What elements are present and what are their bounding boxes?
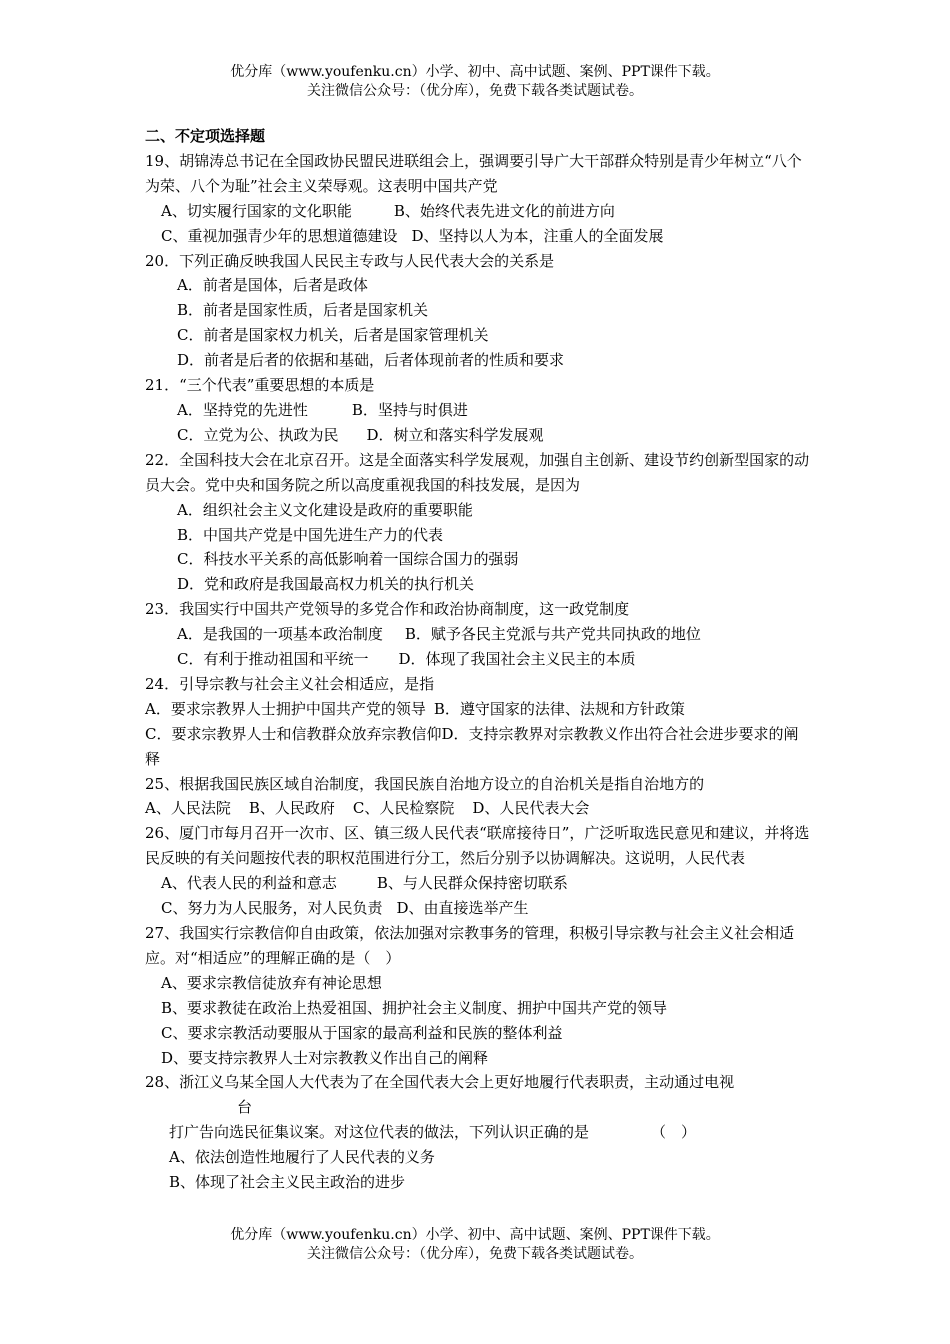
q21-stem: 21．“三个代表”重要思想的本质是 [145,376,375,395]
q20-option-c: C．前者是国家权力机关，后者是国家管理机关 [177,326,489,345]
q26-option-a: A、代表人民的利益和意志 [161,874,337,893]
q24-options-cd [145,722,810,772]
q20-option-b: B．前者是国家性质，后者是国家机关 [177,301,429,320]
q22-stem: 22．全国科技大会在北京召开。这是全面落实科学发展观，加强自主创新、建设节约创新型国家的动员大会。党中央和国务院之所以高度重视我国的科技发展，是因为 [145,450,810,494]
footer-line-1: 优分库（www.youfenku.cn）小学、初中、高中试题、案例、PPT课件下载。 [230,1227,720,1243]
q19-options-ab [145,199,810,224]
q21-option-c: C．立党为公、执政为民 [177,425,339,444]
q22-option-a: A．组织社会主义文化建设是政府的重要职能 [177,500,473,519]
q22-option-b: B．中国共产党是中国先进生产力的代表 [177,525,444,544]
q27-option-b: B、要求教徒在政治上热爱祖国、拥护社会主义制度、拥护中国共产党的领导 [161,998,668,1017]
q23-option-a: A．是我国的一项基本政治制度 [177,625,383,644]
q24-option-d: D．支持宗教界对宗教教义作出符合社会进步要求的阐释 [145,724,799,768]
q28-stem-text: 打广告向选民征集议案。对这位代表的做法，下列认识正确的是 [169,1123,590,1142]
footer-line-2: 关注微信公众号：（优分库），免费下载各类试题试卷。 [307,1246,643,1262]
q28-stem-line-3 [145,1120,810,1145]
q21-options-cd [145,423,810,448]
page-footer [0,1226,950,1264]
section-title: 二、不定项选择题 [145,127,266,145]
q26-options-ab [145,871,810,896]
header-line-2: 关注微信公众号：（优分库），免费下载各类试题试卷。 [307,83,643,99]
q20-option-a: A．前者是国体，后者是政体 [177,276,368,295]
q23-stem: 23．我国实行中国共产党领导的多党合作和政治协商制度，这一政党制度 [145,600,630,619]
q24-option-a: A．要求宗教界人士拥护中国共产党的领导 [145,699,426,718]
q27-option-c: C、要求宗教活动要服从于国家的最高利益和民族的整体利益 [161,1023,563,1042]
q19-stem: 19、胡锦涛总书记在全国政协民盟民进联组会上，强调要引导广大干部群众特别是青少年树立“八个为荣、八个为耻”社会主义荣辱观。这表明中国共产党 [145,151,802,195]
q22-option-c: C．科技水平关系的高低影响着一国综合国力的强弱 [177,550,519,569]
q24-option-b: B．遵守国家的法律、法规和方针政策 [433,699,685,718]
q21-option-a: A．坚持党的先进性 [177,400,308,419]
q26-stem: 26、厦门市每月召开一次市、区、镇三级人民代表“联席接待日”，广泛听取选民意见和建议，并将选民反映的有关问题按代表的职权范围进行分工，然后分别予以协调解决。这说明，人民代表 [145,824,810,868]
q26-options-cd [145,896,810,921]
q19-option-a: A、切实履行国家的文化职能 [161,201,352,220]
q25-options [145,796,810,821]
q24-options-ab [145,697,810,722]
q28-answer-blank: （ ） [651,1123,697,1142]
q23-options-ab [145,622,810,647]
q26-option-d: D、由直接选举产生 [396,899,529,918]
q25-option-d: D、人民代表大会 [472,799,590,818]
q27-stem: 27、我国实行宗教信仰自由政策，依法加强对宗教事务的管理，积极引导宗教与社会主义社会相适应。对“相适应”的理解正确的是（ ） [145,924,795,967]
q23-option-b: B．赋予各民主党派与共产党共同执政的地位 [404,625,701,644]
q23-options-cd [145,647,810,672]
q28-option-a: A、依法创造性地履行了人民代表的义务 [169,1148,435,1167]
q25-option-c: C、人民检察院 [352,799,455,818]
q23-option-d: D．体现了我国社会主义民主的本质 [398,650,636,669]
q21-option-d: D．树立和落实科学发展观 [366,425,544,444]
q19-options-cd [145,224,810,249]
q27-option-d: D、要支持宗教界人士对宗教教义作出自己的阐释 [161,1048,489,1067]
q26-option-c: C、努力为人民服务，对人民负责 [161,899,383,918]
q24-stem: 24．引导宗教与社会主义社会相适应，是指 [145,674,435,693]
q20-option-d: D．前者是后者的依据和基础，后者体现前者的性质和要求 [177,351,565,370]
q27-option-a: A、要求宗教信徒放弃有神论思想 [161,973,382,992]
q25-stem: 25、根据我国民族区域自治制度，我国民族自治地方设立的自治机关是指自治地方的 [145,774,705,793]
q19-option-d: D、坚持以人为本，注重人的全面发展 [411,226,664,245]
q19-option-b: B、始终代表先进文化的前进方向 [393,201,615,220]
q24-option-c: C．要求宗教界人士和信教群众放弃宗教信仰 [145,724,442,743]
q25-option-a: A、人民法院 [145,799,231,818]
q21-options-ab [145,398,810,423]
q28-stem-line-1: 28、浙江义乌某全国人大代表为了在全国代表大会上更好地履行代表职责，主动通过电视 [145,1073,735,1092]
q26-option-b: B、与人民群众保持密切联系 [376,874,568,893]
header-line-1: 优分库（www.youfenku.cn）小学、初中、高中试题、案例、PPT课件下载。 [230,64,720,80]
q28-stem-line-2: 台 [237,1098,253,1117]
q20-stem: 20．下列正确反映我国人民民主专政与人民代表大会的关系是 [145,251,555,270]
q21-option-b: B．坚持与时俱进 [351,400,468,419]
q23-option-c: C．有利于推动祖国和平统一 [177,650,369,669]
page-header [0,63,950,101]
q22-option-d: D．党和政府是我国最高权力机关的执行机关 [177,575,475,594]
q28-option-b: B、体现了社会主义民主政治的进步 [169,1173,406,1192]
question-list [145,124,810,1195]
q19-option-c: C、重视加强青少年的思想道德建设 [161,226,398,245]
q25-option-b: B、人民政府 [248,799,335,818]
